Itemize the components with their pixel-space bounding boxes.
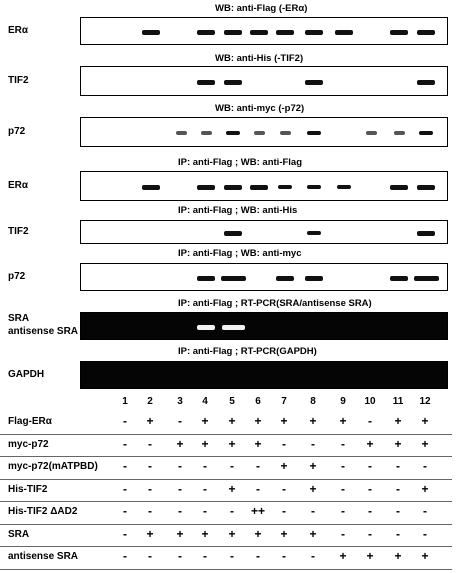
blot-band (417, 231, 435, 236)
condition-sign: + (176, 436, 184, 451)
condition-sign: + (309, 414, 317, 428)
condition-sign: + (421, 481, 429, 496)
lane-number: 3 (177, 396, 183, 407)
condition-sign: + (309, 526, 317, 541)
panel-label: p72 (8, 126, 26, 137)
panel-label: GAPDH (8, 369, 45, 380)
condition-sign: - (311, 436, 315, 451)
condition-sign: - (123, 481, 127, 496)
condition-sign: + (254, 526, 262, 541)
condition-sign: + (309, 459, 317, 473)
lane-number: 1 (122, 396, 128, 407)
condition-sign: - (311, 549, 315, 563)
blot-band (197, 276, 215, 281)
condition-sign: - (123, 414, 127, 428)
panel-label: SRA (8, 313, 30, 324)
panel-label: TIF2 (8, 75, 29, 86)
condition-sign: ++ (250, 504, 265, 518)
blot-band (417, 185, 435, 190)
row-divider (0, 524, 452, 525)
blot-band (366, 131, 377, 135)
row-divider (0, 569, 452, 570)
blot-band (337, 185, 351, 189)
blot-band (142, 185, 160, 190)
blot-band (254, 131, 265, 135)
row-divider (0, 456, 452, 457)
condition-sign: - (341, 504, 345, 518)
blot-panel (80, 171, 448, 201)
condition-sign: - (178, 481, 182, 496)
condition-sign: - (123, 526, 127, 541)
condition-sign: + (176, 526, 184, 541)
condition-sign: - (282, 504, 286, 518)
condition-sign: + (366, 436, 374, 451)
condition-label: Flag-ERα (8, 416, 52, 427)
blot-band (250, 30, 268, 35)
panel-header: WB: anti-Flag (-ERα) (215, 3, 308, 14)
condition-sign: + (146, 526, 154, 541)
blot-panel (80, 17, 448, 45)
lane-number: 8 (310, 396, 316, 407)
condition-sign: - (230, 459, 234, 473)
condition-sign: - (123, 459, 127, 473)
condition-sign: + (254, 414, 262, 428)
condition-sign: - (423, 504, 427, 518)
blot-panel (80, 263, 448, 291)
condition-sign: - (396, 504, 400, 518)
panel-header: IP: anti-Flag ; WB: anti-myc (178, 248, 302, 259)
condition-sign: + (201, 436, 209, 451)
panel-header: WB: anti-myc (-p72) (215, 103, 305, 114)
panel-header: IP: anti-Flag ; RT-PCR(SRA/antisense SRA) (178, 298, 372, 309)
condition-sign: + (228, 436, 236, 451)
condition-sign: - (203, 549, 207, 563)
blot-band (142, 30, 160, 35)
row-divider (0, 434, 452, 435)
lane-number: 2 (147, 396, 153, 407)
blot-band (197, 30, 215, 35)
condition-sign: - (423, 459, 427, 473)
condition-sign: + (201, 414, 209, 428)
condition-sign: + (146, 414, 154, 428)
panel-label-secondary: antisense SRA (8, 326, 79, 337)
condition-sign: + (339, 414, 347, 428)
condition-sign: - (178, 414, 182, 428)
blot-band (276, 30, 294, 35)
blot-panel (80, 361, 448, 389)
blot-band (226, 131, 240, 135)
condition-sign: + (366, 549, 374, 563)
condition-sign: - (148, 459, 152, 473)
condition-sign: - (178, 549, 182, 563)
condition-sign: - (341, 481, 345, 496)
condition-sign: - (123, 549, 127, 563)
panel-label: p72 (8, 271, 26, 282)
condition-sign: + (339, 549, 347, 563)
condition-sign: - (203, 504, 207, 518)
condition-sign: - (256, 459, 260, 473)
panel-label: ERα (8, 25, 29, 36)
blot-band (419, 131, 433, 135)
condition-sign: - (148, 481, 152, 496)
condition-sign: - (203, 459, 207, 473)
blot-band (197, 185, 215, 190)
blot-band (224, 30, 242, 35)
blot-band (414, 276, 439, 281)
blot-band (335, 30, 353, 35)
condition-sign: - (203, 481, 207, 496)
panel-header: IP: anti-Flag ; RT-PCR(GAPDH) (178, 346, 317, 357)
blot-panel (80, 220, 448, 244)
condition-sign: + (280, 414, 288, 428)
condition-label: myc-p72(mATPBD) (8, 461, 98, 472)
panel-header: WB: anti-His (-TIF2) (215, 53, 304, 64)
condition-sign: - (423, 526, 427, 541)
blot-band (394, 131, 405, 135)
blot-band (307, 185, 321, 189)
condition-sign: + (228, 414, 236, 428)
condition-label: His-TIF2 ΔAD2 (8, 506, 78, 517)
condition-sign: - (282, 436, 286, 451)
panel-header: IP: anti-Flag ; WB: anti-Flag (178, 157, 303, 168)
condition-sign: - (368, 504, 372, 518)
lane-number: 11 (392, 396, 404, 407)
condition-sign: - (368, 414, 372, 428)
condition-sign: - (123, 436, 127, 451)
condition-sign: - (368, 459, 372, 473)
lane-number: 12 (419, 396, 431, 407)
panel-label: ERα (8, 180, 29, 191)
blot-band (224, 231, 242, 236)
blot-band (224, 185, 242, 190)
blot-band (417, 80, 435, 85)
blot-band (390, 276, 408, 281)
lane-number: 6 (255, 396, 261, 407)
condition-sign: + (394, 414, 402, 428)
lane-number: 4 (202, 396, 208, 407)
panel-label: TIF2 (8, 226, 29, 237)
condition-sign: - (396, 481, 400, 496)
condition-label: myc-p72 (8, 438, 49, 450)
condition-sign: + (228, 481, 236, 496)
condition-sign: - (148, 504, 152, 518)
condition-sign: + (421, 414, 429, 428)
blot-band (222, 325, 245, 330)
blot-band (305, 30, 323, 35)
row-divider (0, 479, 452, 480)
condition-sign: - (148, 549, 152, 563)
condition-sign: - (148, 436, 152, 451)
blot-band (176, 131, 187, 135)
blot-band (250, 185, 268, 190)
lane-number: 9 (340, 396, 346, 407)
blot-band (305, 80, 323, 85)
condition-sign: - (368, 526, 372, 541)
panel-header: IP: anti-Flag ; WB: anti-His (178, 205, 298, 216)
condition-sign: - (123, 504, 127, 518)
condition-sign: + (421, 436, 429, 451)
condition-sign: - (230, 549, 234, 563)
condition-sign: - (341, 526, 345, 541)
condition-sign: - (256, 481, 260, 496)
condition-sign: - (282, 549, 286, 563)
condition-label: His-TIF2 (8, 483, 48, 495)
condition-sign: - (311, 504, 315, 518)
blot-band (280, 131, 291, 135)
blot-band (221, 276, 246, 281)
condition-sign: - (256, 549, 260, 563)
blot-band (201, 131, 212, 135)
condition-sign: + (421, 549, 429, 563)
condition-sign: - (341, 436, 345, 451)
blot-band (197, 325, 215, 330)
condition-sign: + (228, 526, 236, 541)
blot-band (224, 80, 242, 85)
lane-number: 10 (364, 396, 376, 407)
blot-band (197, 80, 215, 85)
lane-number: 5 (229, 396, 235, 407)
condition-sign: - (341, 459, 345, 473)
condition-label: SRA (8, 528, 30, 540)
blot-panel (80, 66, 448, 96)
condition-sign: - (178, 459, 182, 473)
condition-sign: - (396, 526, 400, 541)
lane-number: 7 (281, 396, 287, 407)
blot-band (307, 131, 321, 135)
condition-sign: + (254, 436, 262, 451)
blot-band (390, 30, 408, 35)
blot-band (276, 276, 294, 281)
condition-sign: + (309, 481, 317, 496)
blot-band (417, 30, 435, 35)
row-divider (0, 501, 452, 502)
condition-sign: - (230, 504, 234, 518)
blot-band (307, 231, 321, 235)
condition-sign: + (280, 459, 288, 473)
condition-sign: + (394, 436, 402, 451)
condition-sign: - (368, 481, 372, 496)
blot-band (278, 185, 292, 189)
condition-sign: + (201, 526, 209, 541)
condition-sign: - (178, 504, 182, 518)
blot-panel (80, 117, 448, 147)
condition-sign: + (394, 549, 402, 563)
blot-band (390, 185, 408, 190)
condition-label: antisense SRA (8, 551, 79, 562)
condition-sign: + (280, 526, 288, 541)
condition-sign: - (282, 481, 286, 496)
condition-sign: - (396, 459, 400, 473)
blot-band (305, 276, 323, 281)
row-divider (0, 546, 452, 547)
blot-panel (80, 312, 448, 340)
